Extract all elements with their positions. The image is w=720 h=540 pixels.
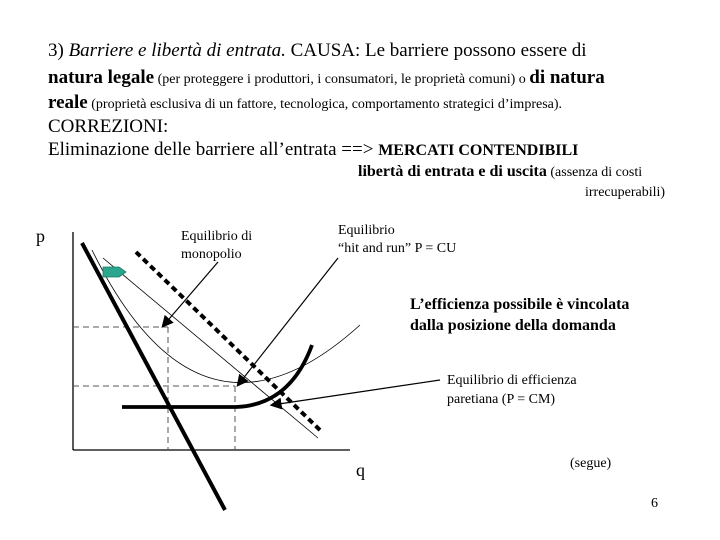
header-line-3: reale (proprietà esclusiva di un fattore, tecnologica, comportamento strategici d’impresa).	[48, 92, 563, 113]
header-line-7: irrecuperabili)	[585, 185, 666, 200]
average-cost-curve	[92, 250, 360, 383]
arrow-hit-run	[238, 258, 338, 385]
label-monopolio: Equilibrio di monopolio	[181, 229, 253, 262]
label-hit-run: Equilibrio “hit and run” P = CU	[338, 223, 457, 256]
header-line-6: libertà di entrata e di uscita (assenza di costi	[358, 163, 643, 180]
marker-arrow-icon	[103, 267, 126, 277]
axis-label-q: q	[356, 460, 365, 480]
label-efficienza: L’efficienza possibile è vincolata dalla posizione della domanda	[410, 296, 630, 334]
header-line-4: CORREZIONI:	[48, 116, 169, 137]
header-line-1: 3) Barriere e libertà di entrata. CAUSA: Le barriere possono essere di	[48, 40, 587, 61]
arrow-paretiana	[272, 380, 440, 405]
marginal-revenue-curve	[82, 243, 225, 510]
demand-curve	[103, 258, 318, 438]
label-paretiana: Equilibrio di efficienza paretiana (P = CM)	[447, 373, 577, 407]
label-segue: (segue)	[570, 456, 612, 471]
arrow-monopolio	[163, 262, 218, 326]
header-line-2: natura legale (per proteggere i produttori, i consumatori, le proprietà comuni) o di natura	[48, 67, 605, 88]
axis-label-p: p	[36, 226, 45, 246]
header-line-5: Eliminazione delle barriere all’entrata ==> MERCATI CONTENDIBILI	[48, 139, 579, 160]
dashed-curve	[136, 252, 322, 432]
page-number: 6	[651, 496, 658, 511]
marginal-cost-curve	[122, 345, 312, 407]
